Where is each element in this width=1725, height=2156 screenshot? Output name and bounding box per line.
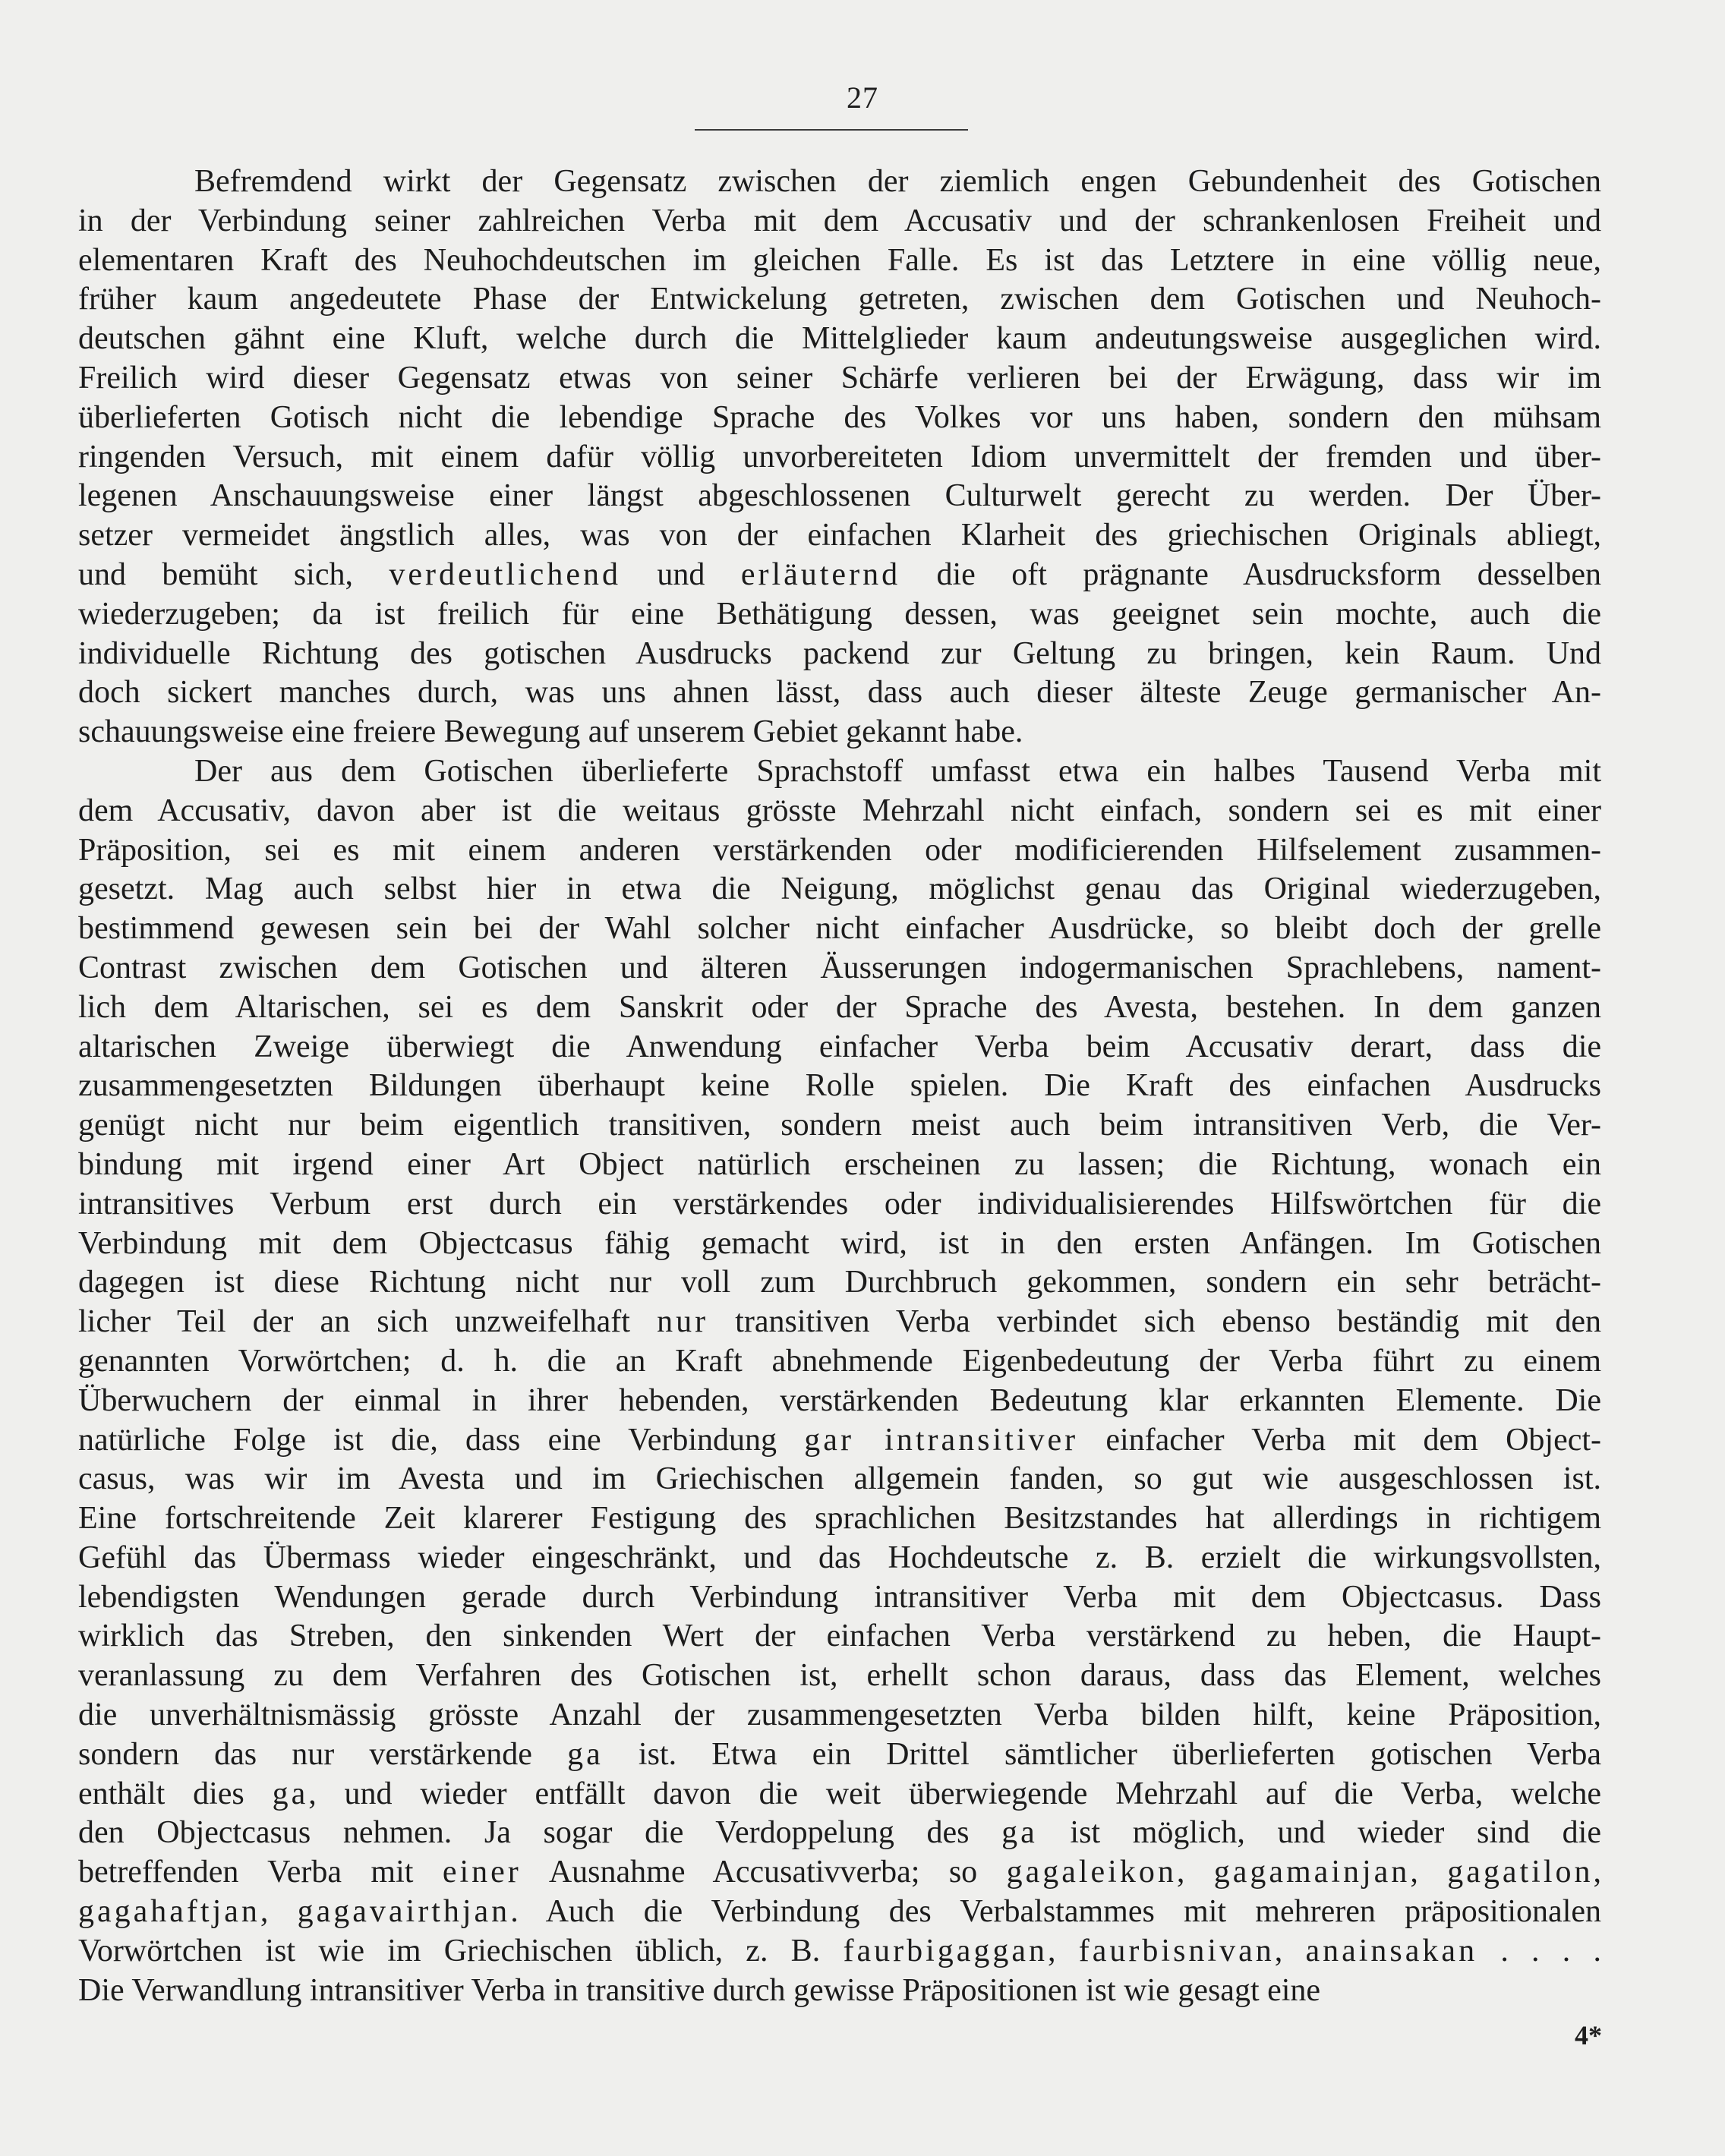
text-run: Gefühl das Übermass wieder eingeschränkt, und das Hochdeutsche z. B. erzielt die wirkungsvollsten, xyxy=(78,1540,1601,1575)
spaced-emphasis: verdeutlichend xyxy=(389,556,621,592)
text-run: Befremdend wirkt der Gegensatz zwischen der ziemlich engen Gebundenheit des Gotischen xyxy=(194,164,1601,199)
text-line xyxy=(78,1696,1601,1735)
spaced-emphasis: nur xyxy=(657,1304,709,1340)
page-number: 27 xyxy=(847,80,878,115)
text-run: dem Accusativ, davon aber ist die weitaus grösste Mehrzahl nicht einfach, sondern sei es mit einer xyxy=(78,793,1601,828)
text-run: zusammengesetzten Bildungen überhaupt keine Rolle spielen. Die Kraft des einfachen Ausdrucks xyxy=(78,1068,1601,1104)
text-line xyxy=(78,1225,1601,1264)
text-run: wirklich das Streben, den sinkenden Wert der einfachen Verba verstärkend zu heben, die Haupt- xyxy=(78,1619,1601,1654)
text-run: individuelle Richtung des gotischen Ausdrucks packend zur Geltung zu bringen, kein Raum. Und xyxy=(78,635,1601,671)
text-line xyxy=(78,713,1601,752)
text-line xyxy=(78,477,1601,516)
text-line xyxy=(78,1972,1601,2011)
spaced-emphasis: erläuternd xyxy=(740,556,901,592)
text-line xyxy=(78,1578,1601,1618)
text-line xyxy=(78,1028,1601,1067)
text-line xyxy=(78,988,1601,1028)
text-line xyxy=(78,399,1601,438)
text-run: transitiven Verba verbindet sich ebenso beständig mit den xyxy=(708,1304,1601,1340)
text-run: doch sickert manches durch, was uns ahnen lässt, dass auch dieser älteste Zeuge germanischer An- xyxy=(78,675,1601,711)
spaced-emphasis: gagatilon xyxy=(1447,1855,1594,1890)
spaced-emphasis: anainsakan xyxy=(1305,1933,1478,1968)
text-run: natürliche Folge ist die, dass eine Verbindung xyxy=(78,1422,805,1458)
spaced-emphasis: ga xyxy=(1001,1815,1038,1851)
text-run: casus, was wir im Avesta und im Griechischen allgemein fanden, so gut wie ausgeschlossen ist. xyxy=(78,1461,1601,1497)
text-line xyxy=(78,752,1601,792)
text-run: . . . . xyxy=(1477,1933,1602,1968)
text-run: Präposition, sei es mit einem anderen verstärkenden oder modificierenden Hilfselement zusammen- xyxy=(78,832,1601,868)
text-line xyxy=(78,909,1601,949)
text-run: wiederzugeben; da ist freilich für eine Bethätigung dessen, was geeignet sein mochte, auch die xyxy=(78,596,1601,632)
text-run: intransitives Verbum erst durch ein verstärkendes oder individualisierendes Hilfswörtchen für die xyxy=(78,1186,1601,1221)
text-run: bestimmend gewesen sein bei der Wahl solcher nicht einfacher Ausdrücke, so bleibt doch der grelle xyxy=(78,911,1601,947)
text-run: Freilich wird dieser Gegensatz etwas von seiner Schärfe verlieren bei der Erwägung, dass wir im xyxy=(78,360,1601,396)
text-line xyxy=(78,516,1601,556)
text-run: lebendigsten Wendungen gerade durch Verbindung intransitiver Verba mit dem Objectcasus. Dass xyxy=(78,1579,1601,1615)
text-run: Die Verwandlung intransitiver Verba in transitive durch gewisse Präpositionen ist wie gesagt eine xyxy=(78,1972,1321,2008)
spaced-emphasis: einer xyxy=(442,1855,522,1890)
text-line xyxy=(78,1106,1601,1146)
text-line xyxy=(78,1539,1601,1578)
text-run: genannten Vorwörtchen; d. h. die an Kraft abnehmende Eigenbedeutung der Verba führt zu einem xyxy=(78,1343,1601,1379)
text-run: Verbindung mit dem Objectcasus fähig gemacht wird, ist in den ersten Anfängen. Im Gotischen xyxy=(78,1225,1601,1261)
text-run: , xyxy=(1274,1933,1306,1968)
text-run: und xyxy=(620,556,741,592)
spaced-emphasis: ga xyxy=(272,1776,309,1811)
text-line xyxy=(78,595,1601,635)
text-line xyxy=(78,1656,1601,1696)
text-run: Der aus dem Gotischen überlieferte Sprachstoff umfasst etwa ein halbes Tausend Verba mit xyxy=(194,753,1601,789)
text-line xyxy=(78,1067,1601,1106)
text-line xyxy=(78,241,1601,281)
text-run: in der Verbindung seiner zahlreichen Verba mit dem Accusativ und der schrankenlosen Freiheit und xyxy=(78,203,1601,238)
text-run: altarischen Zweige überwiegt die Anwendung einfacher Verba beim Accusativ derart, dass die xyxy=(78,1029,1601,1064)
text-line xyxy=(78,1342,1601,1382)
text-line xyxy=(78,1814,1601,1853)
spaced-emphasis: ga xyxy=(567,1736,604,1772)
text-line xyxy=(78,1853,1601,1893)
text-run: , xyxy=(1410,1855,1448,1890)
text-run: früher kaum angedeutete Phase der Entwickelung getreten, zwischen dem Gotischen und Neuhoch- xyxy=(78,282,1601,317)
text-line xyxy=(78,1617,1601,1656)
text-run: deutschen gähnt eine Kluft, welche durch die Mittelglieder kaum andeutungsweise ausgeglichen wird. xyxy=(78,321,1601,357)
text-line xyxy=(78,1421,1601,1461)
text-run: ist. Etwa ein Drittel sämtlicher überlieferten gotischen Verba xyxy=(603,1736,1602,1772)
text-run: sondern das nur verstärkende xyxy=(78,1736,568,1772)
text-run: enthält dies xyxy=(78,1776,273,1811)
text-run: Contrast zwischen dem Gotischen und älteren Äusserungen indogermanischen Sprachlebens, nament- xyxy=(78,950,1601,985)
spaced-emphasis: gagavairthjan xyxy=(297,1894,511,1930)
text-run: genügt nicht nur beim eigentlich transitiven, sondern meist auch beim intransitiven Verb, die Ver- xyxy=(78,1108,1601,1143)
text-line xyxy=(78,1499,1601,1539)
text-run: Ausnahme Accusativverba; so xyxy=(521,1855,1007,1890)
text-line xyxy=(78,870,1601,909)
text-run: lich dem Altarischen, sei es dem Sanskrit oder der Sprache des Avesta, bestehen. In dem ganzen xyxy=(78,989,1601,1025)
spaced-emphasis: gar intransitiver xyxy=(804,1422,1079,1458)
text-run: setzer vermeidet ängstlich alles, was von der einfachen Klarheit des griechischen Originals abliegt, xyxy=(78,518,1601,553)
text-run: licher Teil der an sich unzweifelhaft xyxy=(78,1304,658,1340)
text-line xyxy=(78,202,1601,241)
text-run: dagegen ist diese Richtung nicht nur voll zum Durchbruch gekommen, sondern ein sehr beträcht- xyxy=(78,1265,1601,1300)
text-run: veranlassung zu dem Verfahren des Gotischen ist, erhellt schon daraus, dass das Element, welches xyxy=(78,1658,1601,1694)
text-run: Vorwörtchen ist wie im Griechischen üblich, z. B. xyxy=(78,1933,844,1968)
text-line xyxy=(78,635,1601,674)
text-run: legenen Anschauungsweise einer längst abgeschlossenen Culturwelt gerecht zu werden. Der Über- xyxy=(78,478,1601,514)
text-run: ist möglich, und wieder sind die xyxy=(1037,1815,1601,1851)
text-line xyxy=(78,1263,1601,1303)
text-line xyxy=(78,556,1601,595)
text-run: bindung mit irgend einer Art Object natürlich erscheinen zu lassen; die Richtung, wonach ein xyxy=(78,1146,1601,1182)
text-line xyxy=(78,949,1601,988)
text-line xyxy=(78,831,1601,871)
text-line xyxy=(78,1775,1601,1814)
text-run: schauungsweise eine freiere Bewegung auf unserem Gebiet gekannt habe. xyxy=(78,714,1023,750)
text-line xyxy=(78,673,1601,713)
body-text xyxy=(78,162,1601,2010)
text-line xyxy=(78,1932,1601,1972)
text-line xyxy=(78,438,1601,478)
text-line xyxy=(78,792,1601,831)
text-run: und bemüht sich, xyxy=(78,556,389,592)
spaced-emphasis: faurbisnivan xyxy=(1078,1933,1275,1968)
text-line xyxy=(78,1146,1601,1185)
spaced-emphasis: faurbigaggan xyxy=(843,1933,1049,1968)
text-run: , xyxy=(1048,1933,1079,1968)
text-run: , xyxy=(1176,1855,1214,1890)
spaced-emphasis: gagaleikon xyxy=(1006,1855,1177,1890)
text-run: , und wieder entfällt davon die weit überwiegende Mehrzahl auf die Verba, welche xyxy=(308,1776,1601,1811)
text-run: einfacher Verba mit dem Object- xyxy=(1078,1422,1602,1458)
text-run: Eine fortschreitende Zeit klarerer Festigung des sprachlichen Besitzstandes hat allerdings in richtigem xyxy=(78,1501,1601,1537)
header-rule xyxy=(695,129,968,131)
text-line xyxy=(78,280,1601,320)
text-line xyxy=(78,1460,1601,1499)
spaced-emphasis: gagamainjan xyxy=(1213,1855,1411,1890)
text-run: Überwuchern der einmal in ihrer hebenden, verstärkenden Bedeutung klar erkannten Elemente. Die xyxy=(78,1382,1601,1418)
text-run: , xyxy=(1593,1855,1602,1890)
text-run: den Objectcasus nehmen. Ja sogar die Verdoppelung des xyxy=(78,1815,1002,1851)
text-line xyxy=(78,1735,1601,1775)
signature-mark: 4* xyxy=(1575,2020,1602,2050)
text-run: die oft prägnante Ausdrucksform desselben xyxy=(900,556,1601,592)
text-run: ringenden Versuch, mit einem dafür völlig unvorbereiteten Idiom unvermittelt der fremden und über- xyxy=(78,439,1601,474)
text-run: die unverhältnismässig grösste Anzahl der zusammengesetzten Verba bilden hilft, keine Präposition, xyxy=(78,1697,1601,1733)
text-run: elementaren Kraft des Neuhochdeutschen im gleichen Falle. Es ist das Letztere in eine völlig neue, xyxy=(78,242,1601,278)
spaced-emphasis: gagahaftjan xyxy=(78,1894,260,1930)
text-line xyxy=(78,1303,1601,1342)
text-run: betreffenden Verba mit xyxy=(78,1855,443,1890)
text-line xyxy=(78,162,1601,202)
text-run: überlieferten Gotisch nicht die lebendige Sprache des Volkes vor uns haben, sondern den mühsam xyxy=(78,399,1601,435)
text-run: . Auch die Verbindung des Verbalstammes mit mehreren präpositionalen xyxy=(510,1894,1601,1930)
text-line xyxy=(78,320,1601,359)
text-run: , xyxy=(260,1894,298,1930)
text-line xyxy=(78,359,1601,399)
text-line xyxy=(78,1185,1601,1225)
text-run: gesetzt. Mag auch selbst hier in etwa die Neigung, möglichst genau das Original wiederzugeben, xyxy=(78,872,1601,907)
text-line xyxy=(78,1382,1601,1421)
text-line xyxy=(78,1893,1601,1932)
